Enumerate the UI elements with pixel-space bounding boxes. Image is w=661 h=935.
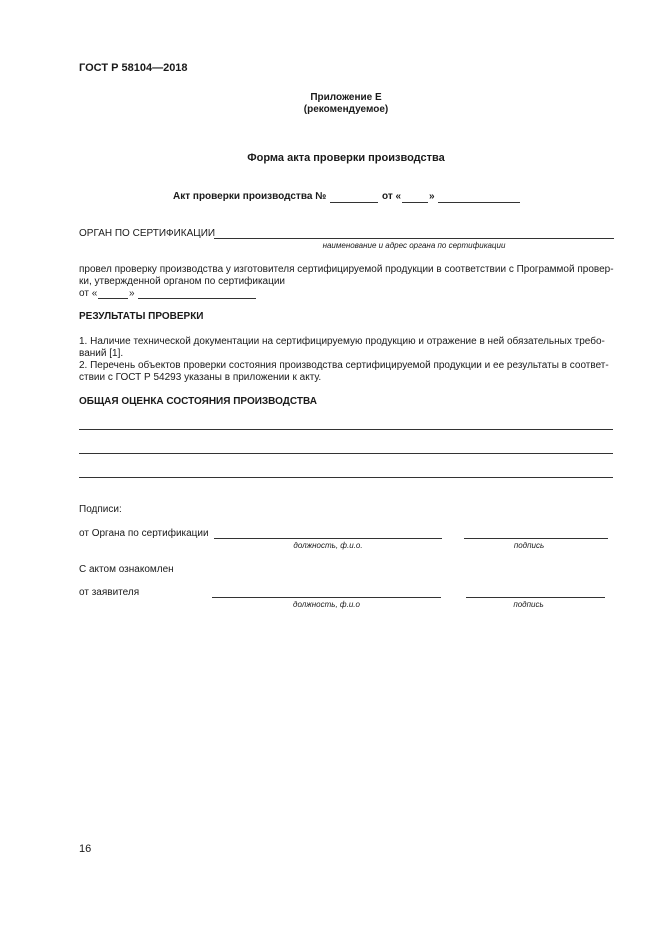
applicant-signature-hint: подпись	[513, 600, 544, 609]
results-item-1-line-2: ваний [1].	[79, 348, 124, 359]
standard-number: ГОСТ Р 58104—2018	[79, 62, 188, 74]
program-month-year-blank	[138, 298, 256, 299]
act-month-year-blank	[438, 202, 520, 203]
results-item-2-line-1: 2. Перечень объектов проверки состояния производства сертифицируемой продукции и ее результаты в соответ-	[79, 360, 609, 371]
program-day-blank	[98, 298, 128, 299]
intro-line-1: провел проверку производства у изготовителя сертифицируемой продукции в соответствии с Программой провер-	[79, 264, 614, 275]
certification-body-blank	[214, 238, 614, 239]
cert-body-signature-label: от Органа по сертификации	[79, 528, 209, 539]
form-title: Форма акта проверки производства	[247, 152, 445, 164]
page-number: 16	[79, 843, 92, 855]
results-item-1-line-1: 1. Наличие технической документации на сертифицируемую продукцию и отражение в ней обязательных требо-	[79, 336, 605, 347]
act-number-blank	[330, 202, 378, 203]
cert-body-position-hint: должность, ф.и.о.	[293, 541, 363, 550]
act-heading-quote-close: »	[429, 191, 435, 202]
applicant-position-blank	[212, 597, 441, 598]
act-heading-prefix: Акт проверки производства №	[173, 191, 327, 202]
results-heading: РЕЗУЛЬТАТЫ ПРОВЕРКИ	[79, 311, 204, 322]
act-day-blank	[402, 202, 428, 203]
applicant-position-hint: должность, ф.и.о	[293, 600, 360, 609]
assessment-line-3	[79, 477, 613, 478]
applicant-signature-label: от заявителя	[79, 587, 140, 598]
signatures-label: Подписи:	[79, 504, 122, 515]
cert-body-signature-blank	[464, 538, 608, 539]
assessment-line-1	[79, 429, 613, 430]
acknowledged-label: С актом ознакомлен	[79, 564, 174, 575]
act-heading-from: от «	[382, 191, 402, 202]
applicant-signature-blank	[466, 597, 605, 598]
results-item-2-line-2: ствии с ГОСТ Р 54293 указаны в приложении к акту.	[79, 372, 322, 383]
program-date-quote-close: »	[129, 288, 135, 299]
intro-line-2: ки, утвержденной органом по сертификации	[79, 276, 286, 287]
certification-body-label: ОРГАН ПО СЕРТИФИКАЦИИ	[79, 228, 216, 239]
cert-body-signature-hint: подпись	[513, 541, 545, 550]
program-date-prefix: от «	[79, 288, 98, 299]
appendix-status: (рекомендуемое)	[303, 104, 389, 115]
appendix-title: Приложение Е	[310, 92, 382, 103]
assessment-line-2	[79, 453, 613, 454]
certification-body-hint: наименование и адрес органа по сертификации	[322, 241, 506, 250]
assessment-heading: ОБЩАЯ ОЦЕНКА СОСТОЯНИЯ ПРОИЗВОДСТВА	[79, 396, 317, 407]
cert-body-position-blank	[214, 538, 442, 539]
